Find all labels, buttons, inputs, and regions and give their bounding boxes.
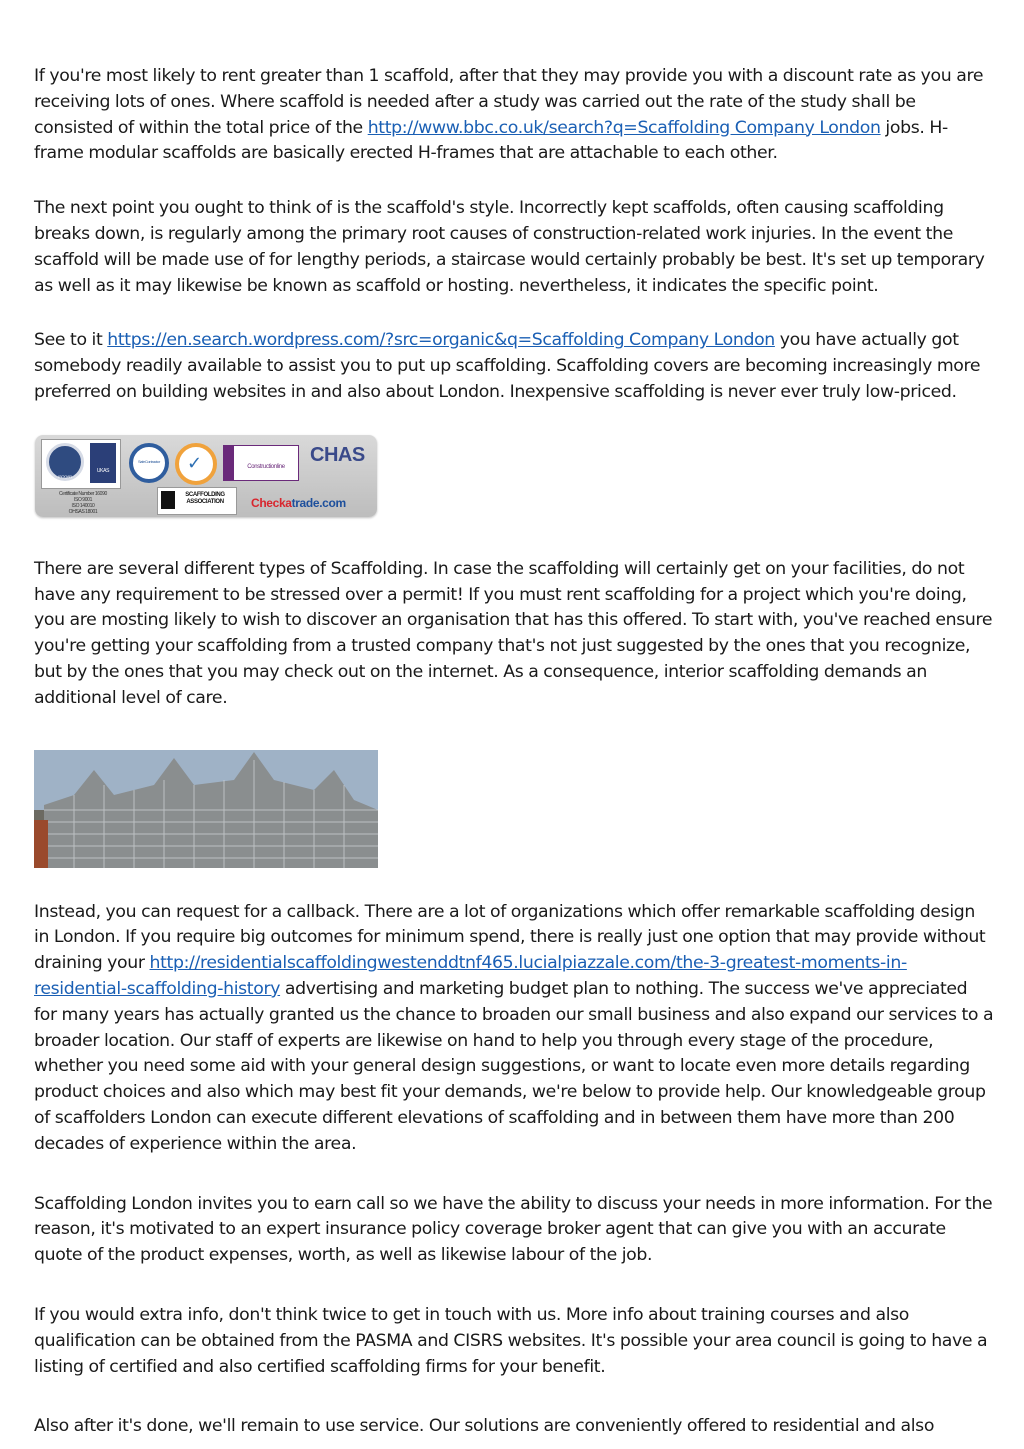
cert-line-2: ISO 9001	[73, 496, 93, 503]
scaffolding-association-text	[176, 492, 234, 506]
paragraph-4: There are several different types of Scaffolding. In case the scaffolding will certainly get on your facilities, do not have any requirement to be stressed over a permit! If you must rent scaffolding for a project which you're doing, you are mosting likely to wish to discover an organisation that has this offered. To start with, you've reached ensure you're getting your scaffolding from a trusted company that's not just suggested by the ones that you recognize, but by the ones that you may check out on the internet. As a consequence, interior scaffolding demands an additional level of care.	[34, 558, 993, 708]
paragraph-7: If you would extra info, don't think twice to get in touch with us. More info about training courses and also qualification can be obtained from the PASMA and CISRS websites. It's possible your area council is going to have a listing of certified and also certified scaffolding firms for your benefit.	[34, 1304, 988, 1377]
chas-logo: CHAS	[310, 443, 365, 466]
ukas-crown-icon	[90, 443, 116, 483]
paragraph-5	[34, 900, 994, 1158]
paragraph-3-text-a: See to it	[34, 330, 108, 351]
check-mark-icon: ✓	[187, 452, 202, 474]
scaffolding-building-illustration	[34, 750, 378, 868]
scaffolding-association-line-1: SCAFFOLDING	[185, 491, 225, 498]
scaffolding-building-photo	[34, 750, 378, 868]
checkatrade-logo	[251, 491, 346, 517]
scaffolding-association-badge	[157, 487, 237, 515]
paragraph-3-text-b: you have actually got somebody readily available to assist you to put up scaffolding. Scaffolding covers are becoming increasingly more preferred on building websites in and also about London. Inexpensive scaffolding is never ever truly low-priced.	[34, 330, 981, 402]
safecontractor-label: SafeContractor	[137, 458, 160, 464]
checkatrade-blue-part: trade.com	[291, 495, 346, 510]
bbc-search-link[interactable]: http://www.bbc.co.uk/search?q=Scaffolding Company London	[367, 117, 881, 138]
paragraph-2: The next point you ought to think of is the scaffold's style. Incorrectly kept scaffolds, often causing scaffolding breaks down, is regularly among the primary root causes of construction-related work injuries. In the event the scaffold will be made use of for lengthy periods, a staircase would certainly probably be best. It's set up temporary as well as it may likewise be known as scaffold or hosting. nevertheless, it indicates the specific point.	[34, 198, 985, 296]
isoqar-ukas-badge	[41, 439, 121, 489]
isoqar-label: ISOQAR	[58, 473, 72, 479]
paragraph-3	[34, 328, 994, 405]
paragraph-5-text-b: advertising and marketing budget plan to nothing. The success we've appreciated for many years has actually granted us the chance to broaden our small business and also expand our services to a broader location. Our staff of experts are likewise on hand to help you through every stage of the procedure, whether you need some aid with your general design suggestions, or want to locate even more details regarding product choices and also which may best fit your demands, we're below to provide help. Our knowledgeable group of scaffolders London can execute different elevations of scaffolding and in between them have more than 200 decades of experience within the area.	[34, 978, 994, 1154]
residential-scaffolding-link[interactable]: http://residentialscaffoldingwestenddtnf465.lucialpiazzale.com/the-3-greatest-moments-in-residential-scaffolding-history	[34, 953, 907, 999]
cert-line-4: OHSAS 18001	[68, 508, 98, 515]
ukas-label: UKAS	[96, 467, 110, 474]
paragraph-6: Scaffolding London invites you to earn call so we have the ability to discuss your needs in more information. For the reason, it's motivated to an expert insurance policy coverage broker agent that can give you with an accurate quote of the product expenses, worth, as well as likewise labour of the job.	[34, 1193, 993, 1266]
certificate-lines	[43, 491, 123, 515]
paragraph-5-text-a: Instead, you can request for a callback. There are a lot of organizations which offer remarkable scaffolding design in London. If you require big outcomes for minimum spend, there is really just one option that may provide without draining your	[34, 901, 986, 974]
accreditation-badges-image	[35, 435, 377, 517]
scaffolding-association-line-2: ASSOCIATION	[186, 498, 224, 505]
constructionline-approved-bar	[224, 446, 234, 480]
paragraph-1-text-b: jobs. H-frame modular scaffolds are basically erected H-frames that are attachable to each other.	[34, 117, 948, 164]
scaffolding-association-logo-icon	[161, 491, 175, 509]
paragraph-1	[34, 64, 994, 167]
constructionline-label: Constructionline	[247, 463, 285, 470]
document-body	[34, 64, 994, 1440]
cert-line-1: Certificate Number 16090	[59, 490, 107, 497]
wordpress-search-link[interactable]: https://en.search.wordpress.com/?src=organic&q=Scaffolding Company London	[107, 330, 775, 351]
constructionline-badge	[223, 445, 299, 481]
paragraph-8: Also after it's done, we'll remain to use service. Our solutions are conveniently offered to residential and also	[34, 1416, 935, 1437]
cert-line-3: ISO 140010	[71, 502, 95, 509]
paragraph-1-text-a: If you're most likely to rent greater than 1 scaffold, after that they may provide you with a discount rate as you are receiving lots of ones. Where scaffold is needed after a study was carried out the rate of the study shall be consisted of within the total price of the	[34, 66, 984, 138]
checkatrade-red-part: Checka	[251, 495, 292, 510]
